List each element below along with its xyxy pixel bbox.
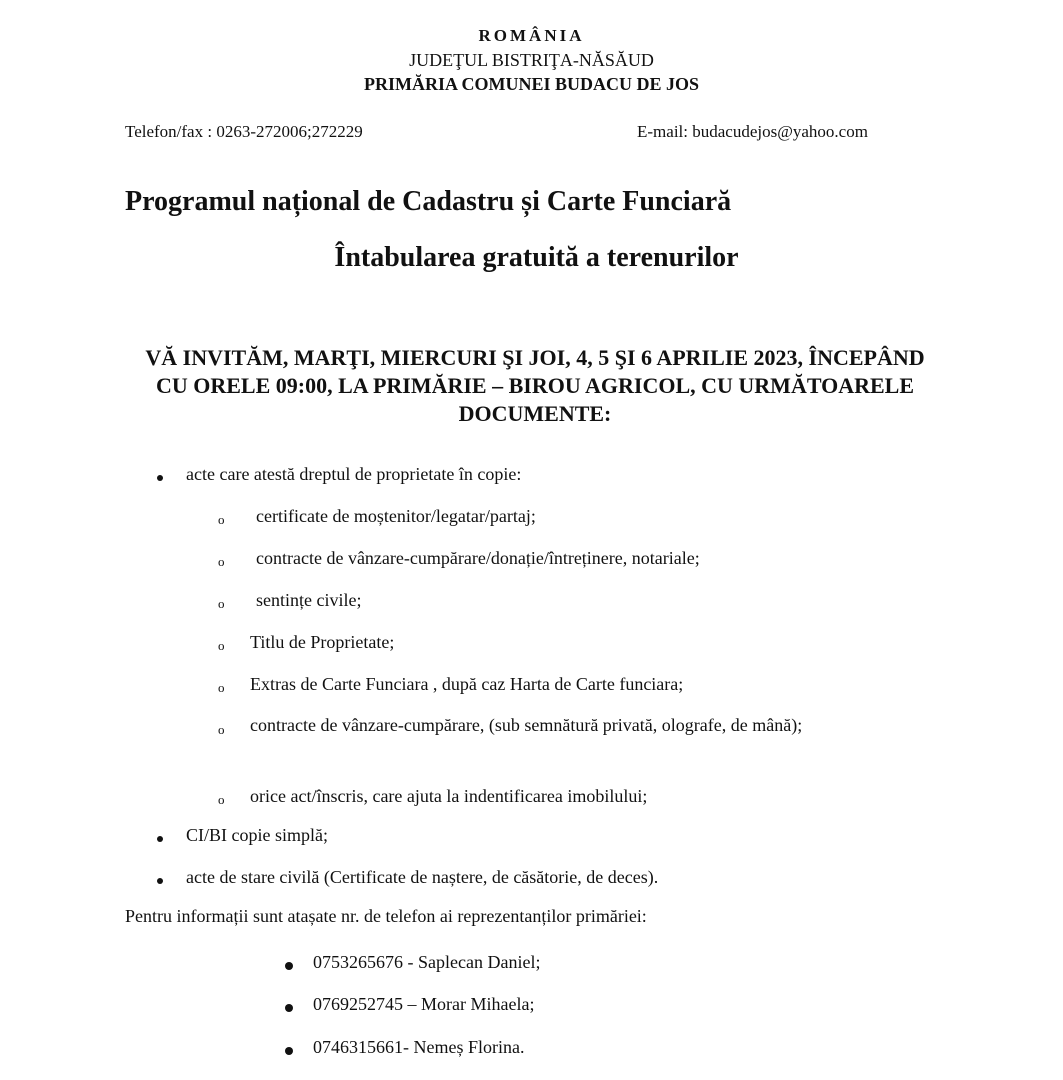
bullet-icon	[157, 878, 163, 884]
bullet-icon	[285, 1047, 293, 1055]
sub-item: certificate de moștenitor/legatar/partaj;	[256, 506, 536, 526]
sub-item: Titlu de Proprietate;	[250, 632, 395, 652]
list-item-ownership: acte care atestă dreptul de proprietate în copie:	[186, 464, 522, 484]
sub-item: contracte de vânzare-cumpărare, (sub semnătură privată, olografe, de mână);	[250, 715, 803, 735]
circle-bullet-icon: o	[218, 512, 225, 527]
list-item-id-copy: CI/BI copie simplă;	[186, 825, 328, 845]
bullet-icon	[285, 962, 293, 970]
bullet-icon	[157, 836, 163, 842]
header-country: ROMÂNIA	[478, 26, 585, 45]
header-mayoralty: PRIMĂRIA COMUNEI BUDACU DE JOS	[363, 74, 699, 94]
list-item-civil-status: acte de stare civilă (Certificate de naștere, de căsătorie, de deces).	[186, 867, 659, 887]
sub-item: contracte de vânzare-cumpărare/donație/întreținere, notariale;	[256, 548, 700, 568]
program-subtitle: Întabularea gratuită a terenurilor	[334, 242, 739, 273]
circle-bullet-icon: o	[218, 638, 225, 653]
circle-bullet-icon: o	[218, 680, 225, 695]
header-county: JUDEŢUL BISTRIŢA-NĂSĂUD	[409, 50, 654, 70]
contact-item: 0753265676 - Saplecan Daniel;	[313, 952, 541, 972]
program-title: Programul național de Cadastru și Carte Funciară	[125, 186, 732, 217]
sub-item: sentințe civile;	[256, 590, 362, 610]
circle-bullet-icon: o	[218, 722, 225, 737]
sub-item: Extras de Carte Funciara , după caz Harta de Carte funciara;	[250, 674, 684, 694]
invitation-text: VĂ INVITĂM, MARŢI, MIERCURI ŞI JOI, 4, 5 ŞI 6 APRILIE 2023, ÎNCEPÂND CU ORELE 09:00, LA PRIMĂRIE – BIROU AGRICOL, CU URMĂTOARELE DOCUMENTE:	[145, 345, 925, 426]
circle-bullet-icon: o	[218, 596, 225, 611]
bullet-icon	[157, 475, 163, 481]
header-email: E-mail: budacudejos@yahoo.com	[637, 122, 868, 141]
sub-item: orice act/înscris, care ajuta la indentificarea imobilului;	[250, 786, 648, 806]
contact-item: 0746315661- Nemeș Florina.	[313, 1037, 525, 1057]
circle-bullet-icon: o	[218, 554, 225, 569]
contact-item: 0769252745 – Morar Mihaela;	[313, 994, 535, 1014]
circle-bullet-icon: o	[218, 792, 225, 807]
header-phone: Telefon/fax : 0263-272006;272229	[125, 122, 363, 141]
bullet-icon	[285, 1004, 293, 1012]
contacts-intro: Pentru informații sunt atașate nr. de telefon ai reprezentanților primăriei:	[125, 906, 647, 926]
